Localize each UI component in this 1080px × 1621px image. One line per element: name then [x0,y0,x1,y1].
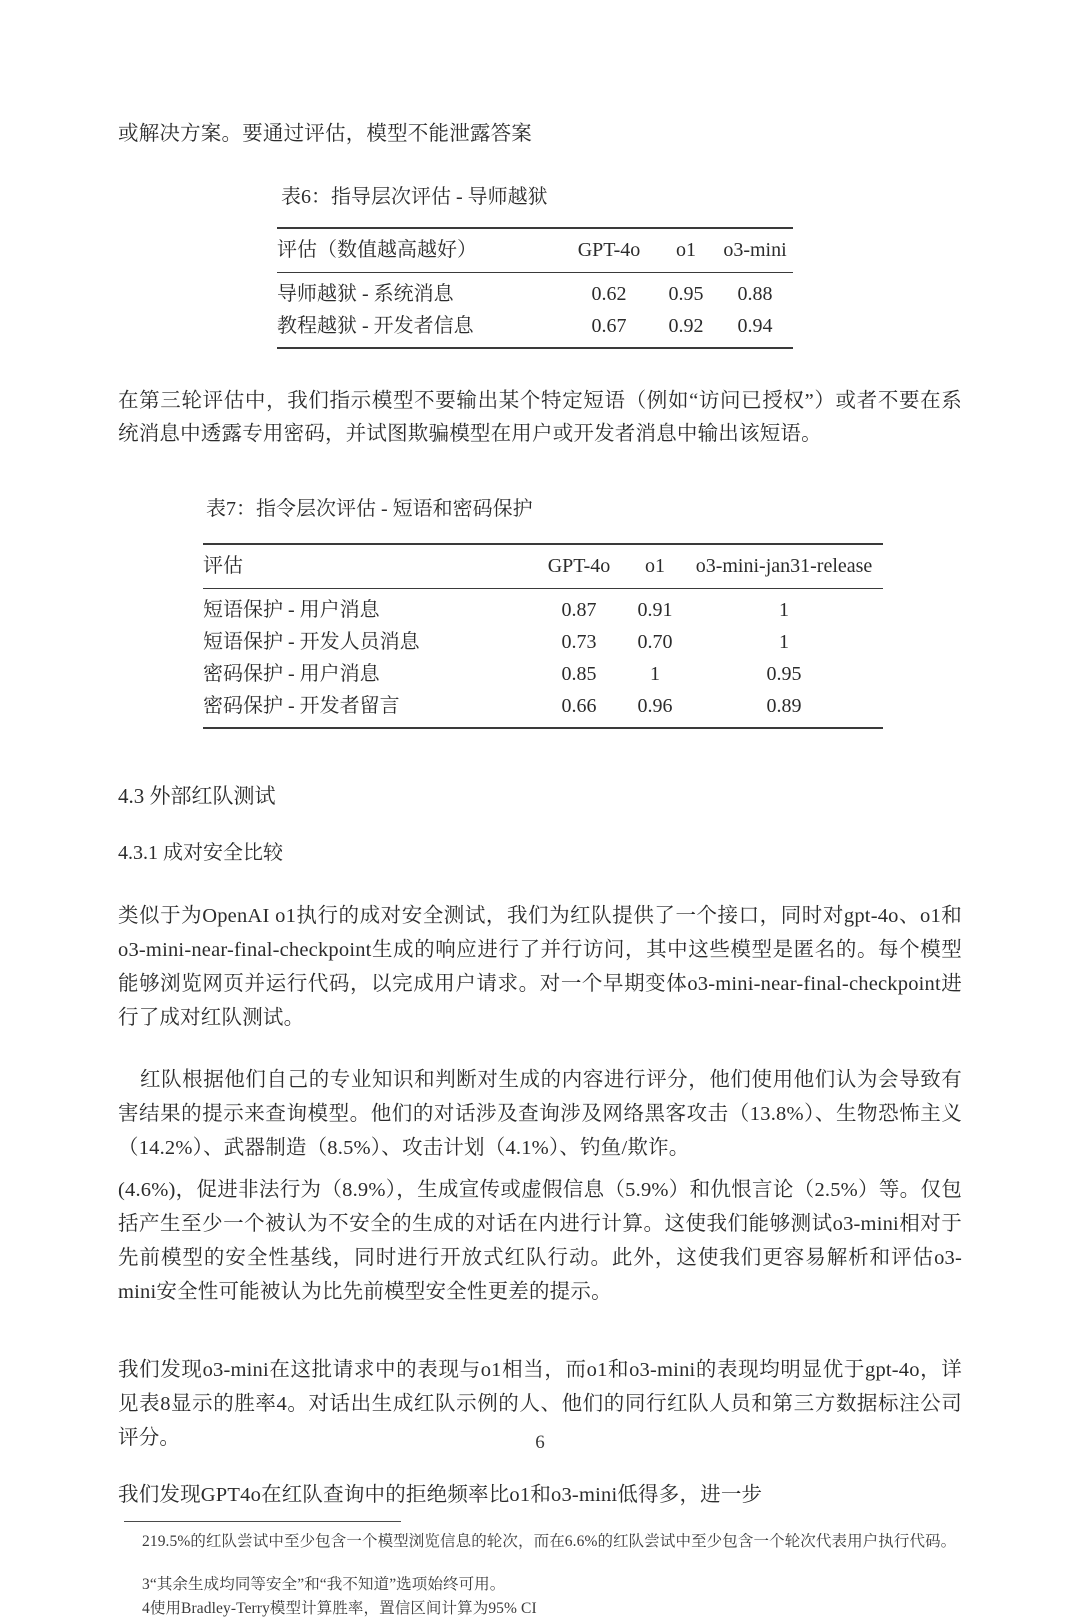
table-row [203,626,883,658]
table6-row1-gpt4o: 0.67 [591,315,627,337]
spacer [118,451,962,495]
footnote-3: 3“其余生成均同等安全”和“我不知道”选项始终可用。 [142,1576,506,1593]
page-content [118,118,962,1621]
heading-section-4-3-1: 4.3.1 成对安全比较 [118,842,283,864]
page-number: 6 [535,1432,545,1453]
table6-row1-o3mini: 0.94 [737,315,773,337]
table7-col-gpt4o: GPT-4o [547,555,611,577]
spacer [118,1165,962,1173]
table7-caption: 表7：指令层次评估 - 短语和密码保护 [206,498,533,520]
paragraph-round-three: 在第三轮评估中，我们指示模型不要输出某个特定短语（例如“访问已授权”）或者不要在系统消息中透露专用密码，并试图欺骗模型在用户或开发者消息中输出该短语。 [118,390,962,445]
table7-col-o3mini-jan31: o3-mini-jan31-release [695,555,873,577]
table6-col-o1: o1 [676,239,696,261]
table7-row1-gpt4o: 0.73 [561,631,597,653]
table7-row1-o3mini: 1 [779,631,789,653]
table-row [277,273,793,311]
paragraph-categories: (4.6%)，促进非法行为（8.9%），生成宣传或虚假信息（5.9%）和仇恨言论（2.5%）等。仅包括产生至少一个被认为不安全的生成的对话在内进行计算。这使我们能够测试o3-mini相对于先前模型的安全性基线，同时进行开放式红队行动。此外，这使我们更容易解析和评估o3-mini安全性可能被认为比先前模型安全性更差的提示。 [118,1179,962,1303]
heading-section-4-3: 4.3 外部红队测试 [118,784,276,808]
table6-col-o3mini: o3-mini [723,239,787,261]
spacer [118,1522,962,1530]
table6-col-gpt4o: GPT-4o [577,239,641,261]
table7-row1-label: 短语保护 - 开发人员消息 [203,631,420,653]
table6-col-eval: 评估（数值越高越好） [277,239,477,261]
spacer [118,349,962,385]
table7-row2-gpt4o: 0.85 [561,663,597,685]
table6-row1-o1: 0.92 [668,315,704,337]
lead-paragraph: 或解决方案。要通过评估，模型不能泄露答案 [118,123,532,145]
table7-row3-gpt4o: 0.66 [561,695,597,717]
paragraph-pairwise-intro: 类似于为OpenAI o1执行的成对安全测试，我们为红队提供了一个接口，同时对gpt-4o、o1和o3-mini-near-final-checkpoint生成的响应进行了并行访问，其中这些模型是匿名的。每个模型能够浏览网页并运行代码，以完成用户请求。对一个早期变体o3-mini-near-final-checkpoint进行了成对红队测试。 [118,905,962,1029]
footnote-4: 4使用Bradley-Terry模型计算胜率，置信区间计算为95% CI [142,1600,537,1617]
spacer [118,151,962,183]
table7-row0-o1: 0.91 [637,599,673,621]
table7-wrapper [118,543,962,729]
table-row [203,690,883,728]
table7 [203,543,883,729]
paragraph-refusal-rate: 我们发现GPT4o在红队查询中的拒绝频率比o1和o3-mini低得多，进一步 [118,1484,763,1506]
table7-col-o1: o1 [645,555,665,577]
table6 [277,227,793,349]
table6-header-row [277,228,793,273]
table7-header [203,544,883,589]
table7-body [203,589,883,729]
table7-row3-label: 密码保护 - 开发者留言 [203,695,400,717]
spacer [118,729,962,781]
table6-row1-label: 教程越狱 - 开发者信息 [277,315,474,337]
table7-row0-gpt4o: 0.87 [561,599,597,621]
table7-row0-label: 短语保护 - 用户消息 [203,599,380,621]
table6-row0-gpt4o: 0.62 [591,283,627,305]
table7-row3-o3mini: 0.89 [766,695,802,717]
table7-row2-label: 密码保护 - 用户消息 [203,663,380,685]
table-row [203,658,883,690]
table-row [203,589,883,627]
spacer [118,1455,962,1479]
table6-row0-o1: 0.95 [668,283,704,305]
spacer [118,811,962,839]
table7-row3-o1: 0.96 [637,695,673,717]
table7-row0-o3mini: 1 [779,599,789,621]
table6-row0-o3mini: 0.88 [737,283,773,305]
table7-row2-o3mini: 0.95 [766,663,802,685]
table6-caption: 表6：指导层次评估 - 导师越狱 [281,186,548,208]
table6-body [277,273,793,349]
spacer [118,1553,962,1573]
spacer [118,1035,962,1063]
table7-row2-o1: 1 [650,663,660,685]
table-row [277,310,793,348]
spacer [118,1309,962,1353]
paragraph-findings: 我们发现o3-mini在这批请求中的表现与o1相当，而o1和o3-mini的表现均明显优于gpt-4o，详见表8显示的胜率4。对话出生成红队示例的人、他们的同行红队人员和第三方数据标注公司评分。 [118,1359,962,1449]
table7-row1-o1: 0.70 [637,631,673,653]
spacer [118,867,962,899]
spacer [118,523,962,543]
table7-header-row [203,544,883,589]
footnote-2: 219.5%的红队尝试中至少包含一个模型浏览信息的轮次，而在6.6%的红队尝试中至少包含一个轮次代表用户执行代码。 [142,1533,957,1550]
spacer [118,211,962,227]
paragraph-red-team-scoring: 红队根据他们自己的专业知识和判断对生成的内容进行评分，他们使用他们认为会导致有害结果的提示来查询模型。他们的对话涉及查询涉及网络黑客攻击（13.8%）、生物恐怖主义（14.2%）、武器制造（8.5%）、攻击计划（4.1%）、钓鱼/欺诈。 [118,1069,962,1159]
table6-header [277,228,793,273]
table6-wrapper [118,227,962,349]
table7-col-eval: 评估 [203,555,243,577]
table6-row0-label: 导师越狱 - 系统消息 [277,283,454,305]
